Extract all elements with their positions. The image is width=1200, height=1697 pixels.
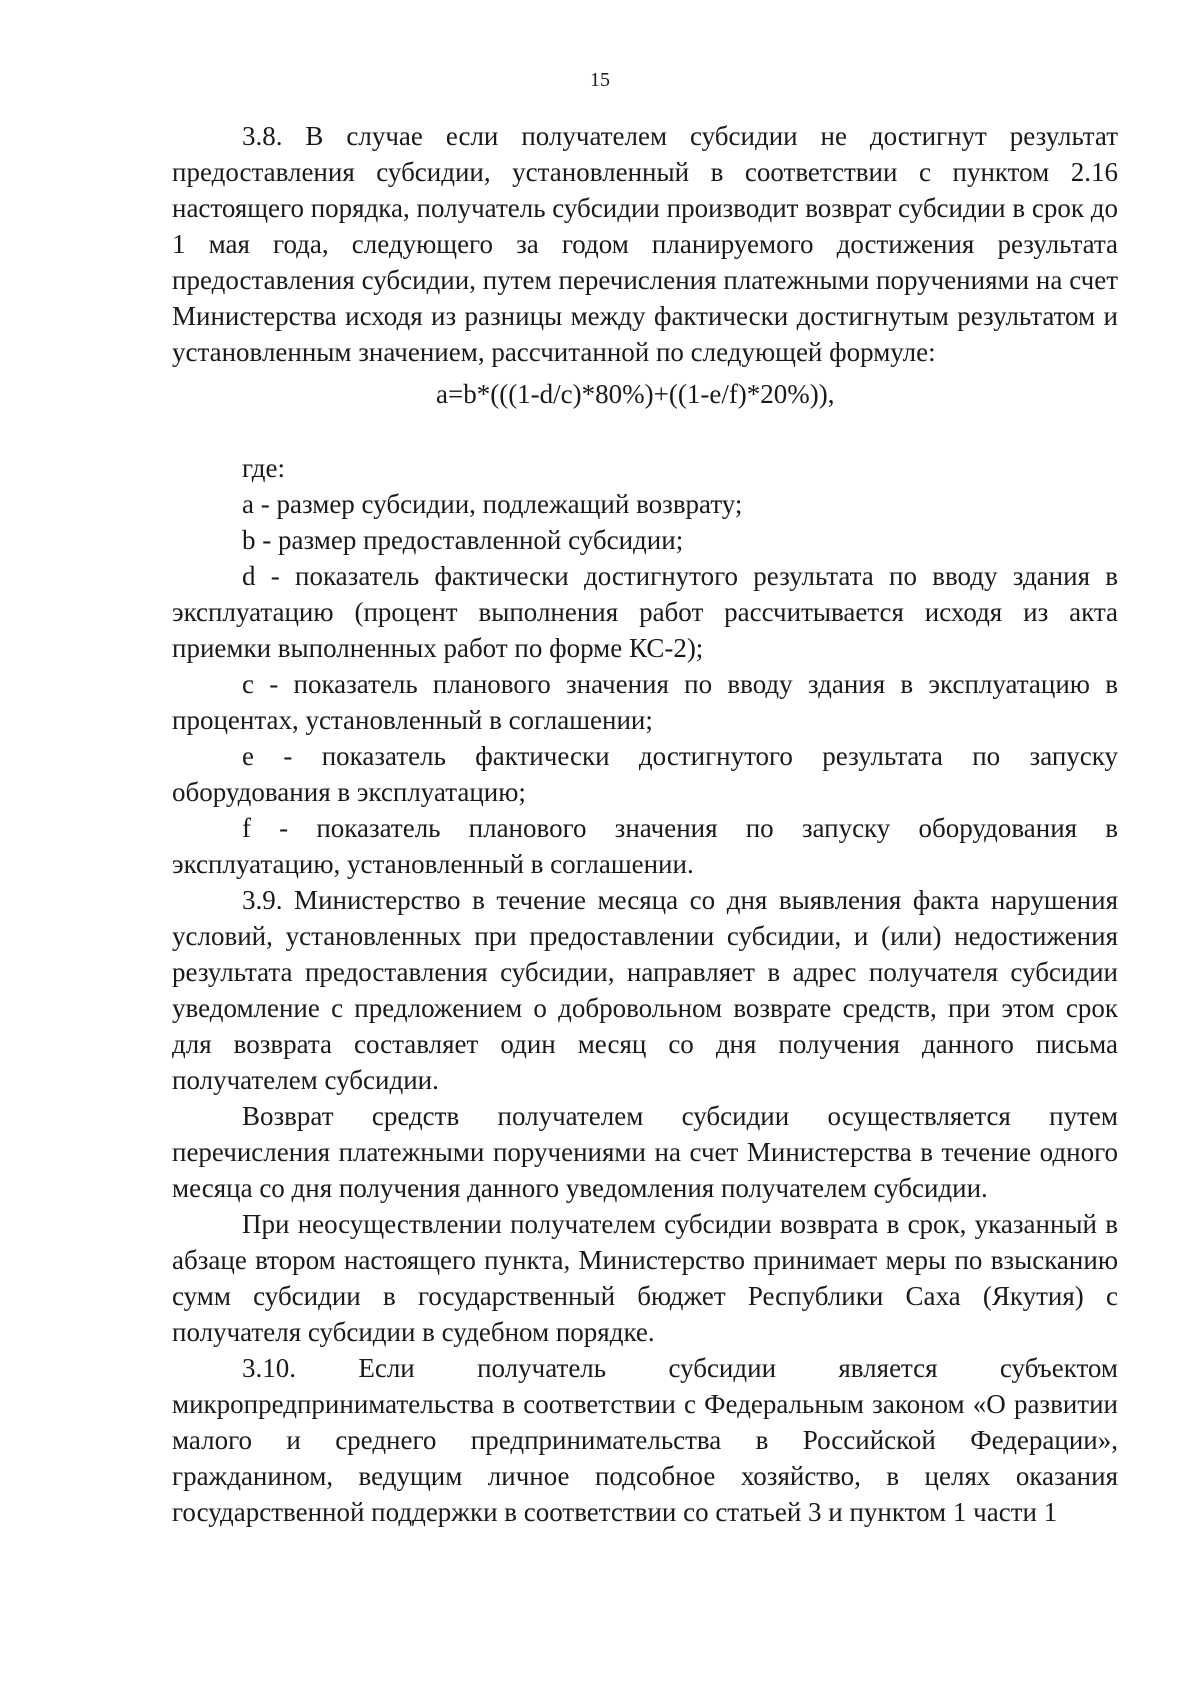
paragraph-3-9-failure: При неосуществлении получателем субсидии возврата в срок, указанный в абзаце втором настоящего пункта, Министерство принимает меры по взысканию сумм субсидии в государственный бюджет Республики Саха (Якутия) с получателя субсидии в судебном порядке.: [172, 1209, 1118, 1347]
paragraph-3-9-return: Возврат средств получателем субсидии осуществляется путем перечисления платежными поручениями на счет Министерства в течение одного месяца со дня получения данного уведомления получателем субсидии.: [172, 1101, 1118, 1203]
spacer: [172, 412, 1118, 450]
definition-f: f - показатель планового значения по запуску оборудования в эксплуатацию, установленный в соглашении.: [172, 813, 1118, 879]
formula: a=b*(((1-d/c)*80%)+((1-e/f)*20%)),: [436, 379, 835, 409]
page-number: 15: [590, 69, 610, 91]
document-body: [172, 118, 1118, 1530]
definition-d: d - показатель фактически достигнутого результата по вводу здания в эксплуатацию (процент выполнения работ рассчитывается исходя из акта приемки выполненных работ по форме КС-2);: [172, 561, 1118, 663]
paragraph-3-9: 3.9. Министерство в течение месяца со дня выявления факта нарушения условий, установленных при предоставлении субсидии, и (или) недостижения результата предоставления субсидии, направляет в адрес получателя субсидии уведомление с предложением о добровольном возврате средств, при этом срок для возврата составляет один месяц со дня получения данного письма получателем субсидии.: [172, 885, 1118, 1095]
where-label: где:: [242, 453, 285, 483]
definition-a: a - размер субсидии, подлежащий возврату;: [242, 489, 743, 519]
definition-b: b - размер предоставленной субсидии;: [242, 525, 684, 555]
definition-c: c - показатель планового значения по вводу здания в эксплуатацию в процентах, установленный в соглашении;: [172, 669, 1118, 735]
paragraph-3-10: 3.10. Если получатель субсидии является субъектом микропредпринимательства в соответствии с Федеральным законом «О развитии малого и среднего предпринимательства в Российской Федерации», гражданином, ведущим личное подсобное хозяйство, в целях оказания государственной поддержки в соответствии со статьей 3 и пунктом 1 части 1: [172, 1353, 1118, 1527]
definition-e: e - показатель фактически достигнутого результата по запуску оборудования в эксплуатацию;: [172, 741, 1118, 807]
paragraph-3-8: 3.8. В случае если получателем субсидии не достигнут результат предоставления субсидии, установленный в соответствии с пунктом 2.16 настоящего порядка, получатель субсидии производит возврат субсидии в срок до 1 мая года, следующего за годом планируемого достижения результата предоставления субсидии, путем перечисления платежными поручениями на счет Министерства исходя из разницы между фактически достигнутым результатом и установленным значением, рассчитанной по следующей формуле:: [172, 121, 1118, 367]
